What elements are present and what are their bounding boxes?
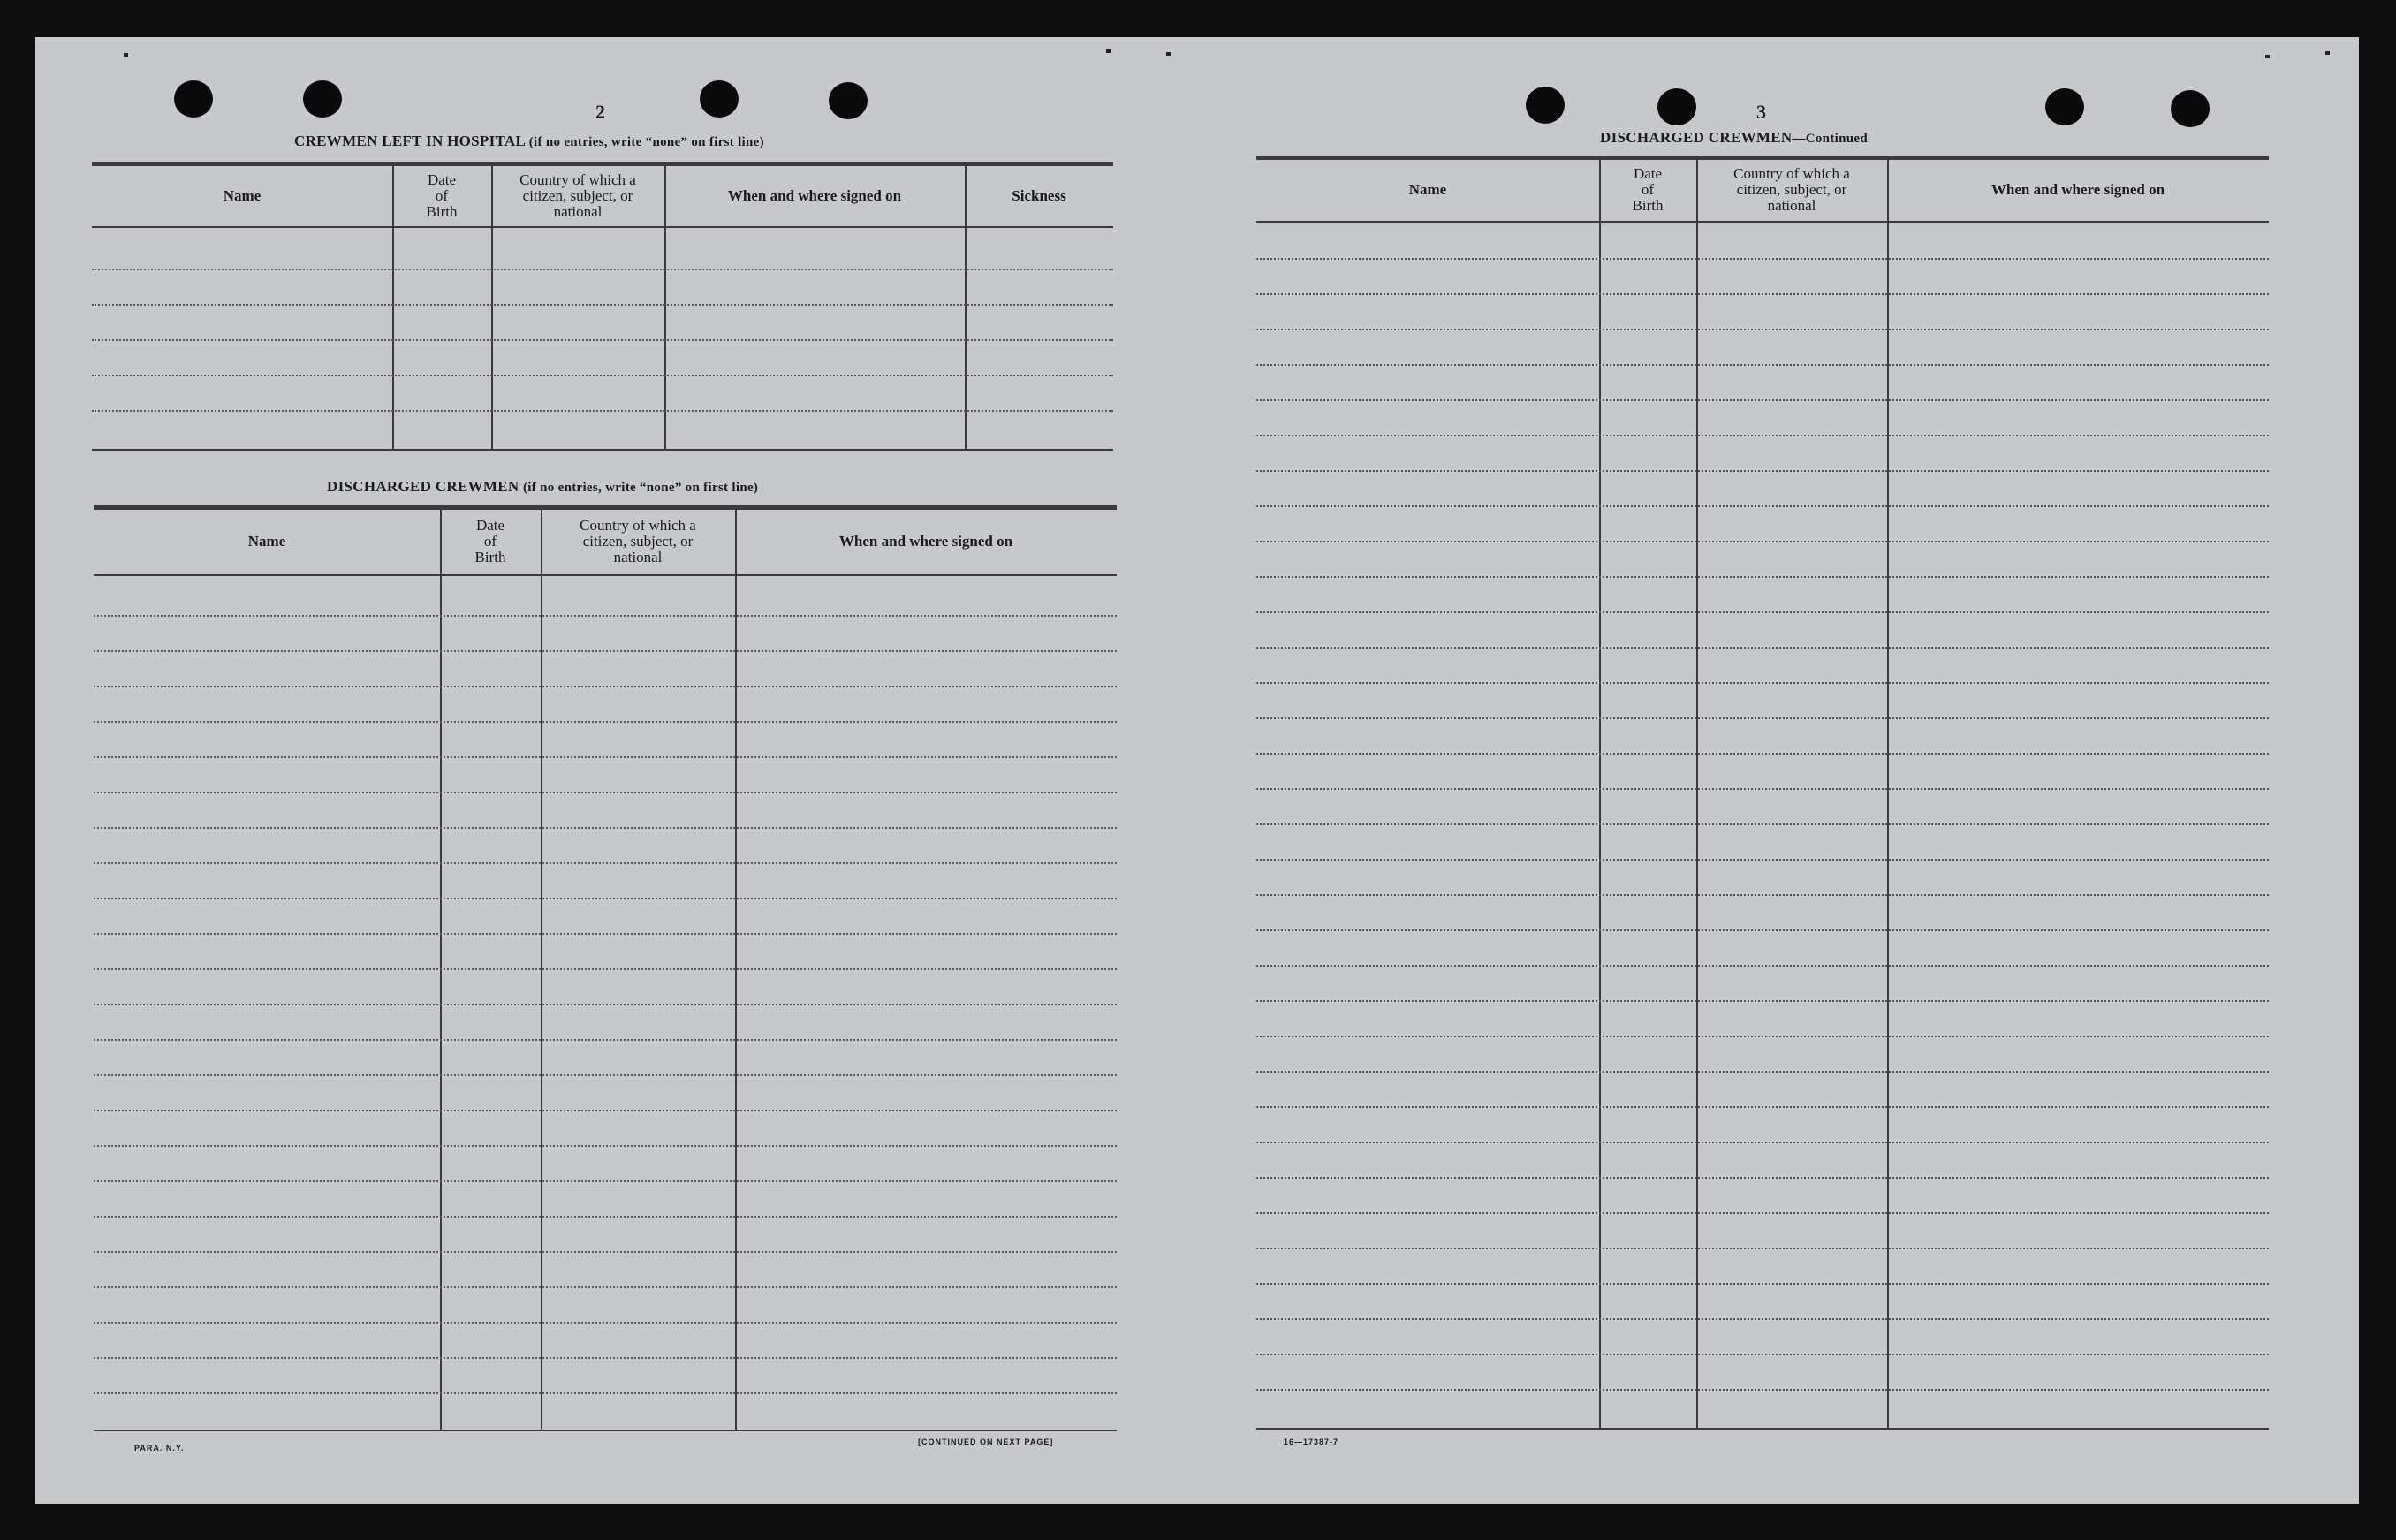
table-row-line [1256, 1283, 2269, 1285]
punch-hole [174, 80, 213, 118]
speck [124, 53, 128, 57]
table-row-line [94, 898, 1117, 899]
table-row-line [92, 375, 1113, 376]
punch-hole [2171, 90, 2210, 127]
table-top-rule [1256, 156, 2269, 160]
discharged-title-note: (if no entries, write “none” on first line) [523, 481, 759, 495]
table-row-line [94, 1145, 1117, 1147]
speck [2265, 55, 2270, 58]
table-row-line [94, 1180, 1117, 1182]
table-row-line [94, 862, 1117, 864]
table-row-line [1256, 1000, 2269, 1002]
table-row-line [94, 1074, 1117, 1076]
punch-hole [303, 80, 342, 118]
table-top-rule [94, 505, 1117, 510]
table-row-line [1256, 1036, 2269, 1037]
table-row-line [1256, 1212, 2269, 1214]
continued-title-suffix: —Continued [1792, 132, 1868, 146]
form-number: 16—17387-7 [1284, 1438, 1339, 1446]
table-header-rule [1256, 221, 2269, 223]
table-row-line [94, 615, 1117, 617]
table-bottom-rule [94, 1430, 1117, 1431]
table-row-line [1256, 505, 2269, 507]
punch-hole [2045, 88, 2084, 125]
speck [2325, 51, 2330, 55]
table-row-line [1256, 576, 2269, 578]
table-row-line [1256, 647, 2269, 649]
table-row-line [1256, 753, 2269, 755]
punch-hole [700, 80, 739, 118]
table-row-line [1256, 1071, 2269, 1073]
table-header-rule [92, 226, 1113, 228]
speck [1166, 52, 1171, 56]
table-row-line [94, 1004, 1117, 1005]
table-row-line [94, 756, 1117, 758]
table-row-line [94, 686, 1117, 687]
column-header: Date of Birth [1632, 165, 1664, 214]
table-row-line [1256, 894, 2269, 896]
table-row-line [1256, 823, 2269, 825]
discharged-section-title [327, 478, 758, 496]
table-row-line [94, 827, 1117, 829]
table-row-line [94, 933, 1117, 935]
table-row-line [94, 1216, 1117, 1218]
speck [1106, 49, 1111, 53]
table-row-line [92, 410, 1113, 412]
table-row-line [94, 1039, 1117, 1041]
table-row-line [1256, 329, 2269, 330]
hospital-title-note: (if no entries, write “none” on first line) [528, 135, 764, 149]
table-row-line [94, 650, 1117, 652]
page-number: 2 [595, 101, 605, 123]
punch-hole [1526, 87, 1565, 124]
column-header: Date of Birth [426, 171, 458, 220]
form-sheet [35, 37, 2359, 1504]
table-row-line [94, 721, 1117, 723]
table-row-line [1256, 965, 2269, 967]
punch-hole [1657, 88, 1696, 125]
column-header: Name [1408, 181, 1447, 198]
table-row-line [94, 792, 1117, 793]
continued-section-title [1600, 129, 1868, 147]
table-bottom-rule [1256, 1428, 2269, 1430]
column-header: Country of which a citizen, subject, or national [1733, 165, 1850, 214]
column-header: When and where signed on [727, 186, 902, 204]
hospital-section-title [294, 133, 764, 150]
column-header: When and where signed on [1990, 181, 2165, 198]
punch-hole [829, 82, 868, 119]
table-row-line [94, 1392, 1117, 1394]
table-row-line [92, 304, 1113, 306]
table-row-line [1256, 470, 2269, 472]
table-row-line [1256, 788, 2269, 790]
continued-note: [CONTINUED ON NEXT PAGE] [918, 1438, 1054, 1446]
table-row-line [1256, 1248, 2269, 1249]
table-row-line [1256, 611, 2269, 613]
continued-title-text: DISCHARGED CREWMEN [1600, 129, 1793, 146]
page-number: 3 [1756, 101, 1766, 123]
column-divider [1696, 160, 1698, 1428]
table-row-line [1256, 1177, 2269, 1179]
table-row-line [1256, 399, 2269, 401]
printer-mark: PARA. N.Y. [134, 1444, 185, 1453]
table-row-line [94, 968, 1117, 970]
table-row-line [94, 1286, 1117, 1288]
hospital-title-text: CREWMEN LEFT IN HOSPITAL [294, 133, 526, 149]
table-row-line [1256, 682, 2269, 684]
table-bottom-rule [92, 449, 1113, 451]
table-row-line [1256, 1354, 2269, 1355]
table-row-line [1256, 258, 2269, 260]
column-header: When and where signed on [838, 533, 1013, 550]
discharged-title-text: DISCHARGED CREWMEN [327, 478, 519, 495]
table-top-rule [92, 162, 1113, 166]
table-row-line [1256, 929, 2269, 931]
table-row-line [1256, 364, 2269, 366]
column-divider [1887, 160, 1889, 1428]
table-row-line [1256, 541, 2269, 542]
column-header: Country of which a citizen, subject, or national [519, 171, 636, 220]
table-row-line [1256, 859, 2269, 861]
column-header: Name [247, 533, 286, 550]
column-divider [1599, 160, 1601, 1428]
table-row-line [1256, 1389, 2269, 1391]
column-header: Date of Birth [474, 517, 506, 565]
table-row-line [1256, 435, 2269, 436]
table-header-rule [94, 574, 1117, 576]
table-row-line [1256, 1106, 2269, 1108]
column-header: Country of which a citizen, subject, or national [580, 517, 696, 565]
table-row-line [1256, 1318, 2269, 1320]
column-header: Name [223, 186, 262, 204]
column-header: Sickness [1012, 186, 1066, 204]
table-row-line [94, 1251, 1117, 1253]
table-row-line [92, 339, 1113, 341]
table-row-line [94, 1110, 1117, 1111]
table-row-line [92, 269, 1113, 270]
table-row-line [94, 1322, 1117, 1324]
table-row-line [1256, 293, 2269, 295]
table-row-line [1256, 1142, 2269, 1143]
table-row-line [1256, 717, 2269, 719]
table-row-line [94, 1357, 1117, 1359]
